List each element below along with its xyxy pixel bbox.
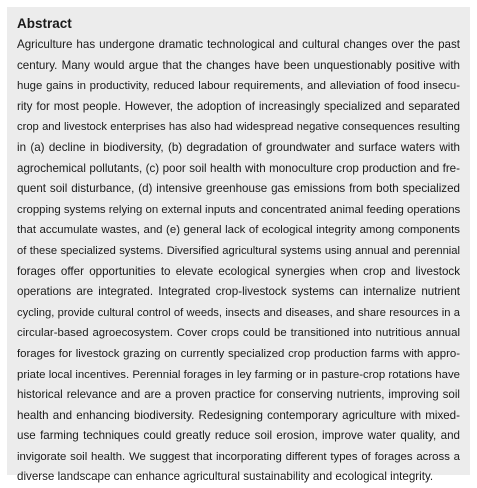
abstract-line: of these specialized systems. Diversified agricultural systems using annual and perennial	[17, 244, 460, 257]
abstract-line: health and enhancing biodiversity. Redesigning contemporary agriculture with mixed-	[17, 408, 460, 422]
abstract-line: that accumulate wastes, and (e) general lack of ecological integrity among components	[17, 224, 460, 237]
abstract-line: forages for livestock grazing on currently specialized crop production farms with appro-	[17, 347, 460, 360]
abstract-line: in (a) decline in biodiversity, (b) degradation of groundwater and surface waters with	[17, 140, 460, 154]
abstract-line: operations are integrated. Integrated crop-livestock systems can internalize nutrient	[17, 285, 460, 299]
abstract-line: historical relevance and are a proven practice for conserving nutrients, improving soil	[17, 388, 460, 402]
abstract-body	[17, 35, 460, 488]
abstract-line: forages offer opportunities to elevate ecological synergies when crop and livestock	[17, 264, 460, 278]
abstract-line: rity for most people. However, the adoption of increasingly specialized and separated	[17, 99, 460, 113]
abstract-line: century. Many would argue that the changes have been unquestionably positive with	[17, 58, 460, 72]
abstract-line: cropping systems relying on external inputs and concentrated animal feeding operations	[17, 203, 460, 216]
abstract-heading: Abstract	[17, 16, 72, 31]
abstract-line: diverse landscape can enhance agricultural sustainability and ecological integrity.	[17, 470, 434, 484]
abstract-line: Agriculture has undergone dramatic technological and cultural changes over the past	[17, 38, 460, 51]
abstract-line: invigorate soil health. We suggest that incorporating different types of forages across a	[17, 450, 460, 463]
abstract-line: huge gains in productivity, reduced labour requirements, and alleviation of food insecu-	[17, 80, 460, 93]
abstract-line: cycling, provide cultural control of weeds, insects and diseases, and share resources in a	[17, 306, 460, 319]
abstract-line: use farming techniques could greatly reduce soil erosion, improve water quality, and	[17, 429, 460, 443]
abstract-line: crop and livestock enterprises has also had widespread negative consequences resulting	[17, 121, 460, 134]
abstract-line: agrochemical pollutants, (c) poor soil health with monoculture crop production and fre-	[17, 161, 460, 175]
abstract-box	[7, 7, 470, 484]
abstract-line: priate local incentives. Perennial forages in ley farming or in pasture-crop rotations have	[17, 368, 460, 381]
abstract-line: circular-based agroecosystem. Cover crops could be transitioned into nutritious annual	[17, 327, 460, 340]
abstract-line: quent soil disturbance, (d) intensive greenhouse gas emissions from both specialized	[17, 182, 460, 196]
